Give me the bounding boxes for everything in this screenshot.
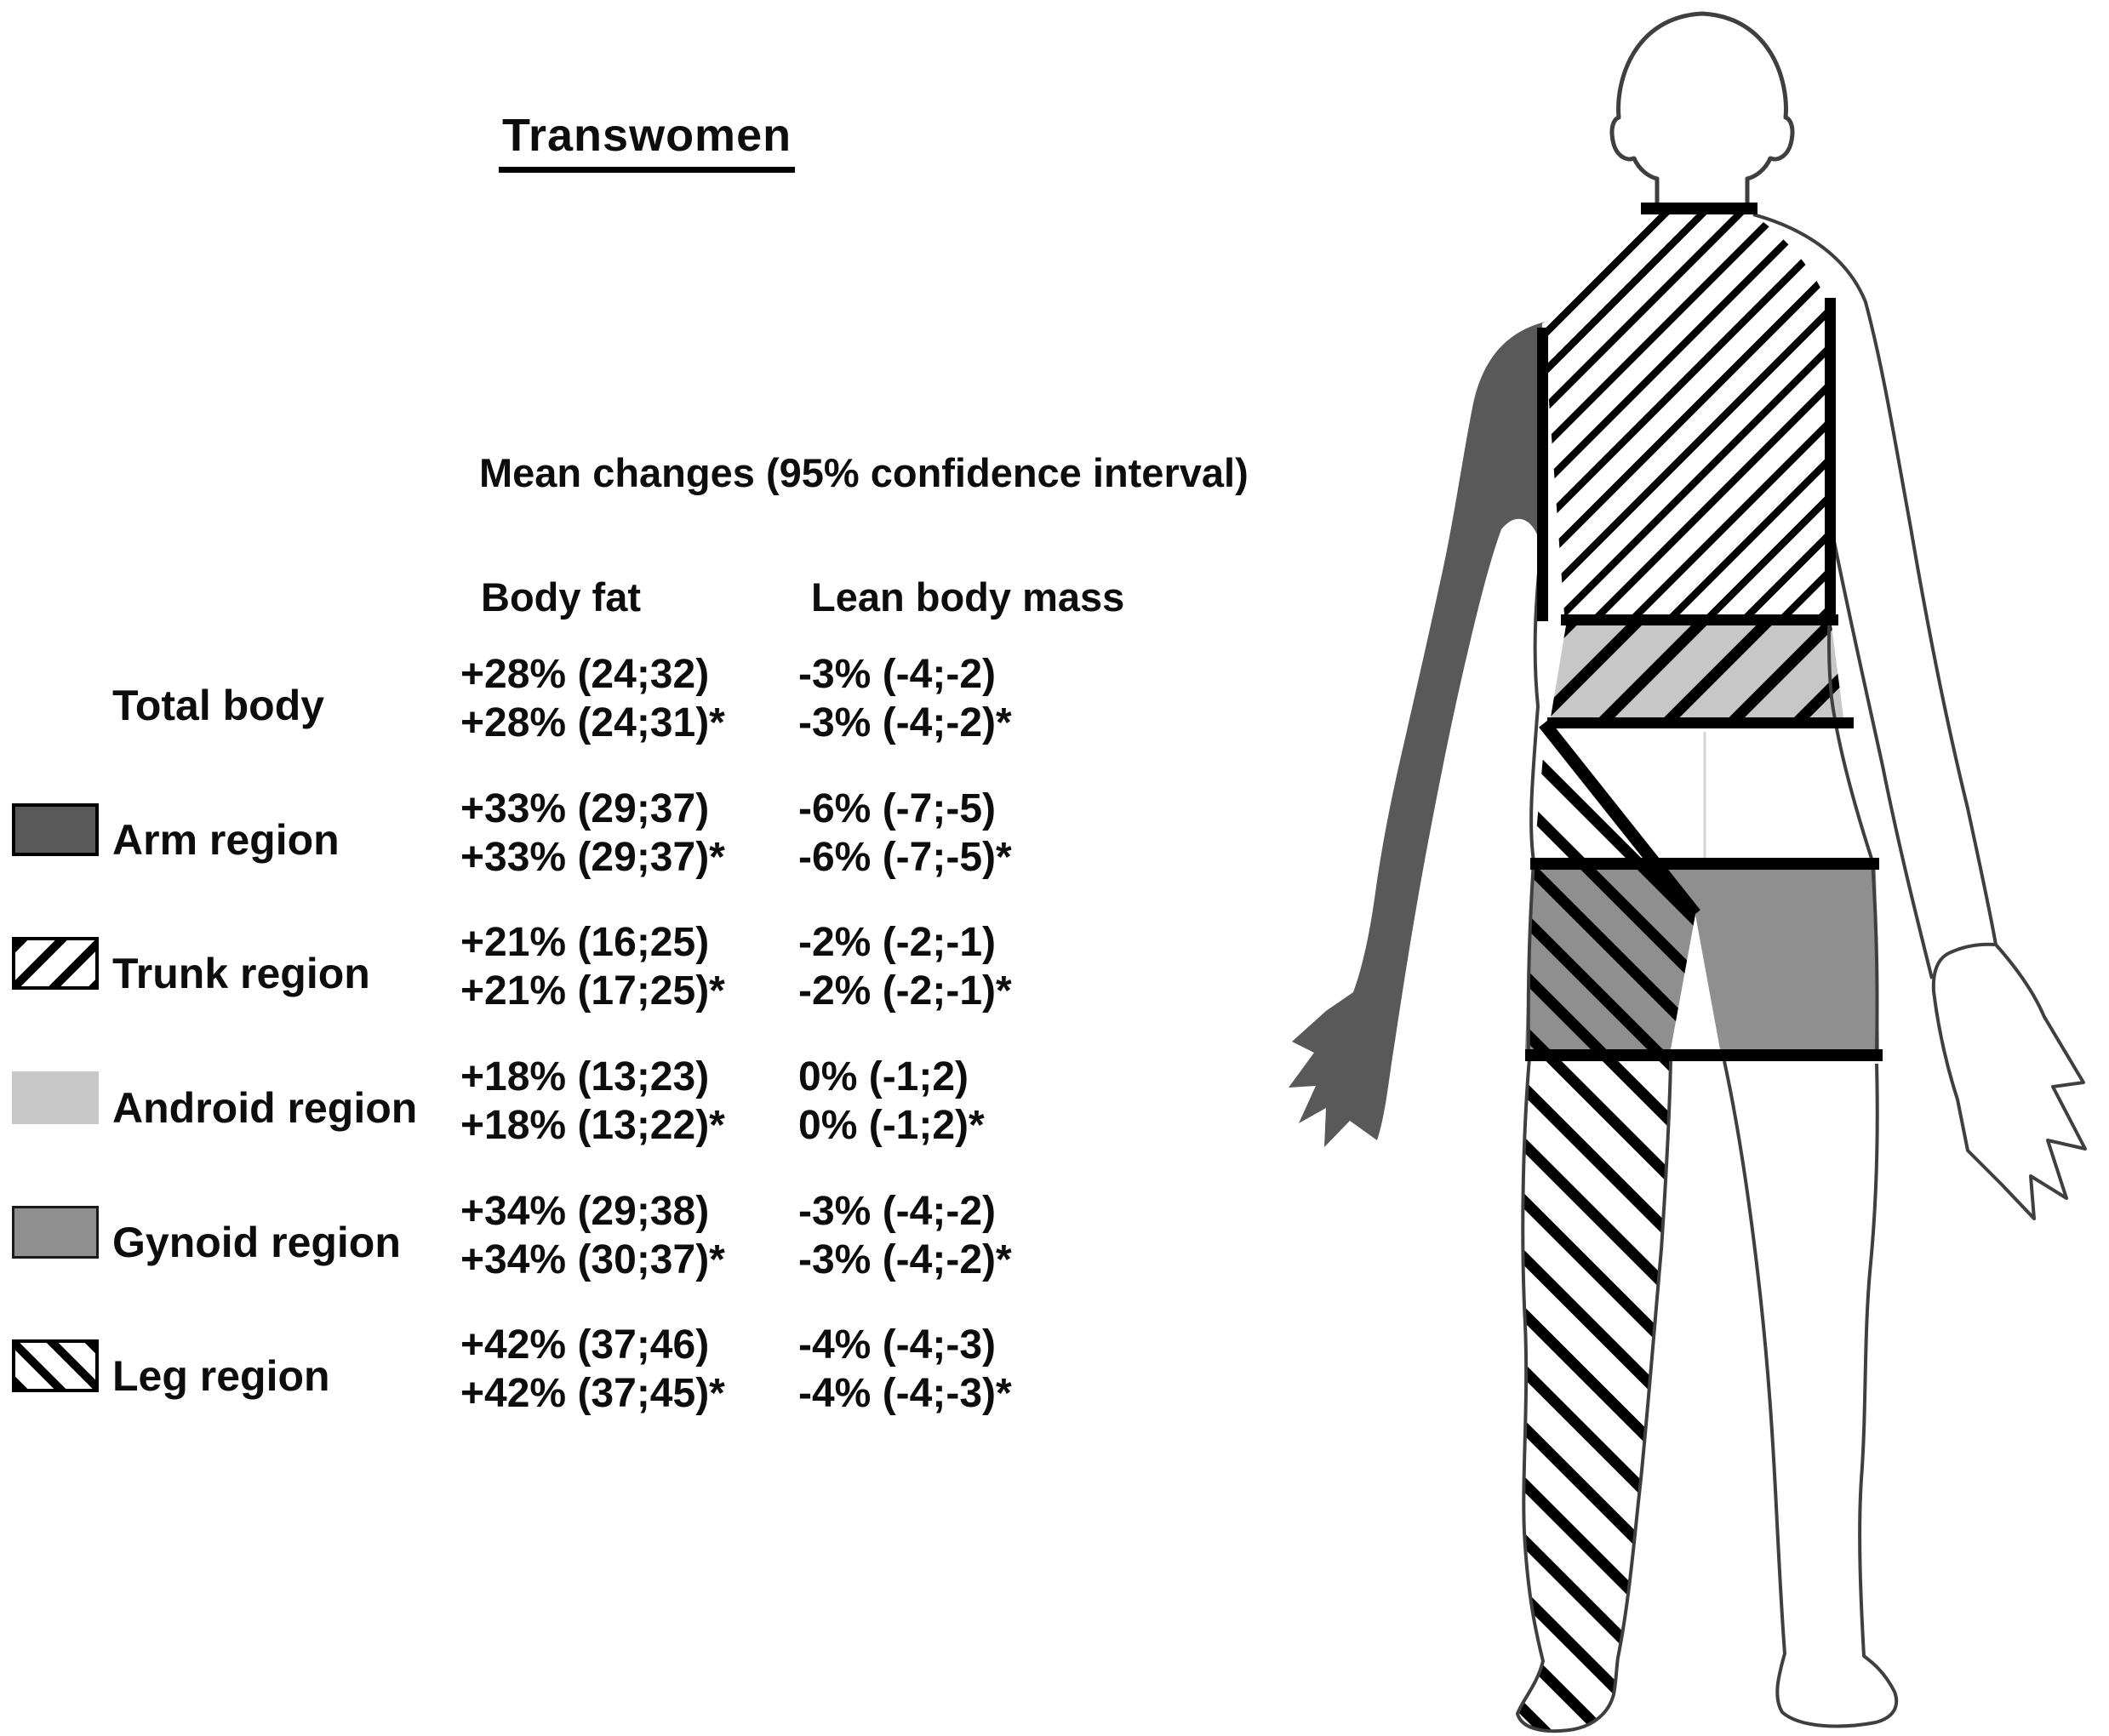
trunk-region-hatch — [1544, 213, 1830, 614]
row-label-android-region: Android region — [112, 1084, 418, 1132]
leg-region-hatch — [1517, 1058, 1671, 1731]
arm-body-fat: +33% (29;37) +33% (29;37)* — [460, 786, 725, 880]
head-outline — [1612, 14, 1792, 210]
android-lean-mass: 0% (-1;2) 0% (-1;2)* — [798, 1054, 985, 1148]
leg-body-fat: +42% (37;46) +42% (37;45)* — [460, 1322, 725, 1416]
row-label-gynoid-region: Gynoid region — [112, 1219, 401, 1266]
body-diagram — [1277, 0, 2109, 1736]
arm-lean-mass: -6% (-7;-5) -6% (-7;-5)* — [798, 786, 1012, 880]
row-label-leg-region: Leg region — [112, 1352, 330, 1400]
trunk-body-fat: +21% (16;25) +21% (17;25)* — [460, 920, 725, 1014]
column-header-body-fat: Body fat — [481, 574, 641, 620]
row-label-arm-region: Arm region — [112, 816, 340, 864]
trunk-lean-mass: -2% (-2;-1) -2% (-2;-1)* — [798, 920, 1012, 1014]
column-header-lean-body-mass: Lean body mass — [811, 574, 1125, 620]
row-label-trunk-region: Trunk region — [112, 950, 370, 997]
row-label-total-body: Total body — [112, 682, 325, 729]
right-leg-outline — [1724, 1061, 1896, 1726]
arm-region-swatch — [12, 803, 99, 856]
android-body-fat: +18% (13;23) +18% (13;22)* — [460, 1054, 725, 1148]
leg-lean-mass: -4% (-4;-3) -4% (-4;-3)* — [798, 1322, 1012, 1416]
arm-region-fill — [1289, 322, 1546, 1147]
trunk-region-swatch — [12, 937, 99, 990]
figure-title: Transwomen — [499, 109, 795, 173]
android-region-band — [1551, 625, 1843, 717]
android-region-swatch — [12, 1071, 99, 1124]
table-header: Mean changes (95% confidence interval) — [479, 450, 1249, 495]
gynoid-region-swatch — [12, 1206, 99, 1259]
gynoid-body-fat: +34% (29;38) +34% (30;37)* — [460, 1189, 725, 1282]
total-body-lean-mass: -3% (-4;-2) -3% (-4;-2)* — [798, 652, 1012, 745]
leg-region-swatch — [12, 1339, 99, 1392]
total-body-body-fat: +28% (24;32) +28% (24;31)* — [460, 652, 725, 745]
right-hand-outline — [1934, 945, 2085, 1219]
gynoid-lean-mass: -3% (-4;-2) -3% (-4;-2)* — [798, 1189, 1012, 1282]
